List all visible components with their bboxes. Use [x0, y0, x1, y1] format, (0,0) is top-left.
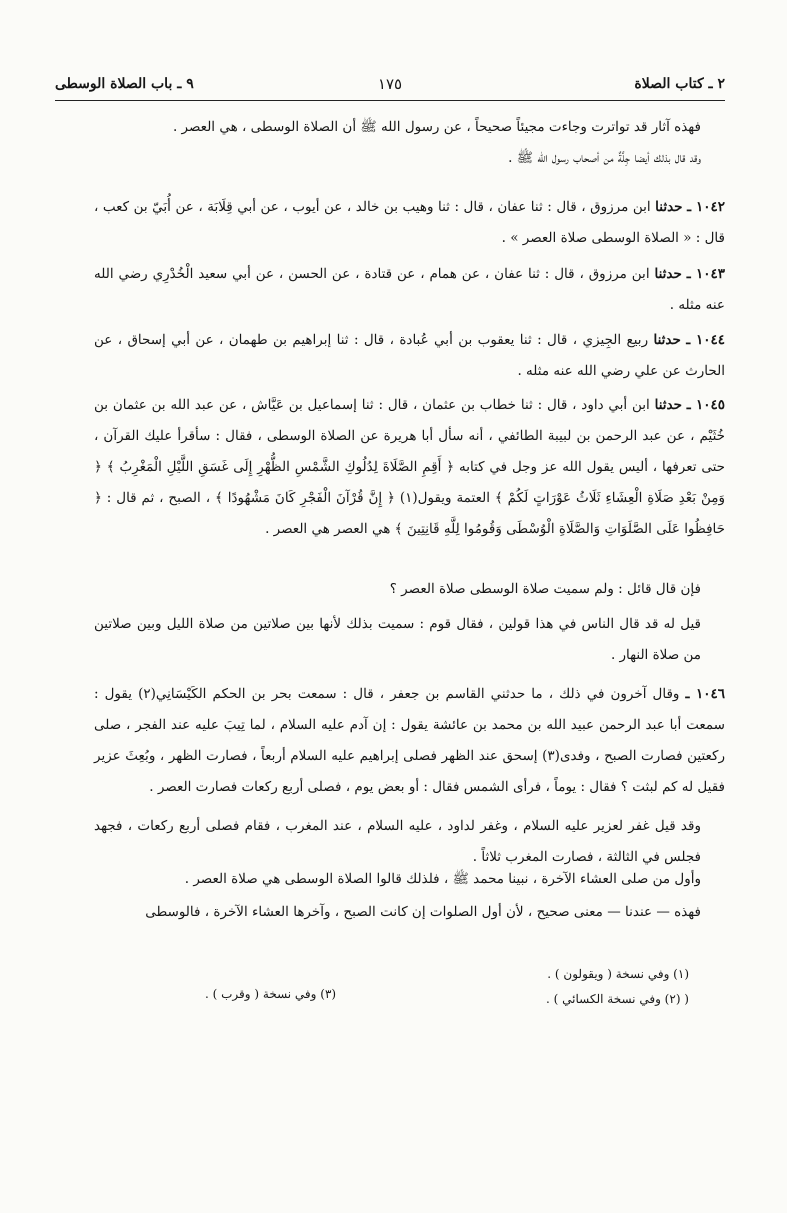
hadith-heading: حدثنا [655, 199, 683, 215]
header-book-title: ٢ ـ كتاب الصلاة [634, 76, 725, 92]
hadith-text: ابن مرزوق ، قال : ثنا عفان ، عن همام ، عن قتادة ، عن الحسن ، عن أبي سعيد الْخُدْرِي رضي الله عنه مثله . [94, 266, 725, 313]
hadith-number: ١٠٤٦ ـ [685, 686, 725, 702]
hadith-number: ١٠٤٥ ـ [686, 397, 725, 413]
footnotes [546, 962, 689, 1012]
hadith-number: ١٠٤٢ ـ [687, 199, 725, 215]
hadith-1044 [94, 325, 725, 387]
footnote-2: ( (٢) وفي نسخة الكسائي ) . [546, 992, 689, 1006]
page-number: ١٧٥ [377, 75, 403, 93]
hadith-number: ١٠٤٣ ـ [686, 266, 726, 282]
hadith-1042 [94, 192, 725, 254]
hadith-1045 [94, 390, 725, 545]
hadith-text: ابن أبي داود ، قال : ثنا خطاب بن عثمان ، قال : ثنا إسماعيل بن عَيَّاش ، عن عبد الله بن عثمان بن خُثَيْم ، عن عبد الرحمن بن لبيبة الطائفي ، أنه سأل أبا هريرة عن الصلاة الوسطى ، فقال : سأقرأ عليك القرآن ، حتى تعرفها ، أليس يقول الله عز وجل في كتابه ﴿ أَقِمِ الصَّلَاةَ لِدُلُوكِ الشَّمْسِ الظُّهْرِ إِلَى غَسَقِ اللَّيْلِ الْمَغْرِبُ ﴾ ﴿ وَمِنْ بَعْدِ صَلَاةِ الْعِشَاءِ ثَلَاثُ عَوْرَاتٍ لَكُمْ ﴾ العتمة ويقول(١) ﴿ إِنَّ قُرْآنَ الْفَجْرِ كَانَ مَشْهُودًا ﴾ ، الصبح ، ثم قال : ﴿ حَافِظُوا عَلَى الصَّلَوَاتِ وَالصَّلَاةِ الْوُسْطَى وَقُومُوا لِلَّهِ قَانِتِينَ ﴾ هي العصر هي العصر . [94, 397, 725, 537]
header-rule [55, 100, 725, 101]
paragraph: قيل له قد قال الناس في هذا قولين ، فقال قوم : سميت بذلك لأنها بين صلاتين من صلاة الليل وبين صلاتين من صلاة النهار . [94, 616, 701, 663]
paragraph: وقد قيل غفر لعزير عليه السلام ، وغفر لداود ، عليه السلام ، عند المغرب ، فقام فصلى أربع ركعات ، فجهد فجلس في الثالثة ، فصارت المغرب ثلاثاً . [94, 818, 701, 865]
header-chapter-title: ٩ ـ باب الصلاة الوسطى [55, 76, 194, 92]
hadith-heading: حدثنا [653, 332, 681, 348]
paragraph: فإن قال قائل : ولم سميت صلاة الوسطى صلاة العصر ؟ [389, 581, 701, 597]
hadith-text: ربيع الجِيزي ، قال : ثنا يعقوب بن أبي عُبادة ، قال : ثنا إبراهيم بن طهمان ، عن أبي إسحاق ، عن الحارث عن علي رضي الله عنه مثله . [94, 332, 725, 379]
hadith-heading: حدثنا [654, 397, 682, 413]
paragraph: فهذه آثار قد تواترت وجاءت مجيئاً صحيحاً ، عن رسول الله ﷺ أن الصلاة الوسطى ، هي العصر . [172, 119, 701, 135]
hadith-heading: حدثنا [654, 266, 682, 282]
paragraph: وأول من صلى العشاء الآخرة ، نبينا محمد ﷺ ، فلذلك قالوا الصلاة الوسطى هي صلاة العصر . [184, 871, 701, 887]
hadith-text: ابن مرزوق ، قال : ثنا عفان ، قال : ثنا وهيب بن خالد ، عن أيوب ، عن أبي قِلَابَة ، عن أُبَيّ بن كعب ، قال : « الصلاة الوسطى صلاة العصر » . [94, 199, 725, 246]
paragraph: فهذه — عندنا — معنى صحيح ، لأن أول الصلوات إن كانت الصبح ، وآخرها العشاء الآخرة ، فالوسطى [145, 904, 701, 920]
footnote-3: (٣) وفي نسخة ( وقرب ) . [205, 987, 337, 1001]
hadith-text: وقال آخرون في ذلك ، ما حدثني القاسم بن جعفر ، قال : سمعت بحر بن الحكم الكَيْسَانِي(٢) يقول : سمعت أبا عبد الرحمن عبيد الله بن محمد بن عائشة يقول : إن آدم عليه السلام ، لما تِيبَ عليه عند الفجر ، صلى ركعتين فصارت الصبح ، وفدى(٣) إسحق عند الظهر فصلى إبراهيم عليه السلام أربعاً ، فصارت الظهر ، وبُعِثَ عزير فقيل له كم لبثت ؟ فقال : يوماً ، فرأى الشمس فقال : أو بعض يوم ، فصلى أربع ركعات فصارت العصر . [94, 686, 725, 795]
paragraph: وقد قال بذلك أيضا جِلَّةٌ من أصحاب رسول الله ﷺ . [508, 150, 701, 166]
footnote-1: (١) وفي نسخة ( ويقولون ) . [547, 967, 689, 981]
running-header [55, 72, 725, 96]
hadith-1043 [94, 259, 725, 321]
hadith-1046 [94, 679, 725, 803]
hadith-number: ١٠٤٤ ـ [686, 332, 726, 348]
